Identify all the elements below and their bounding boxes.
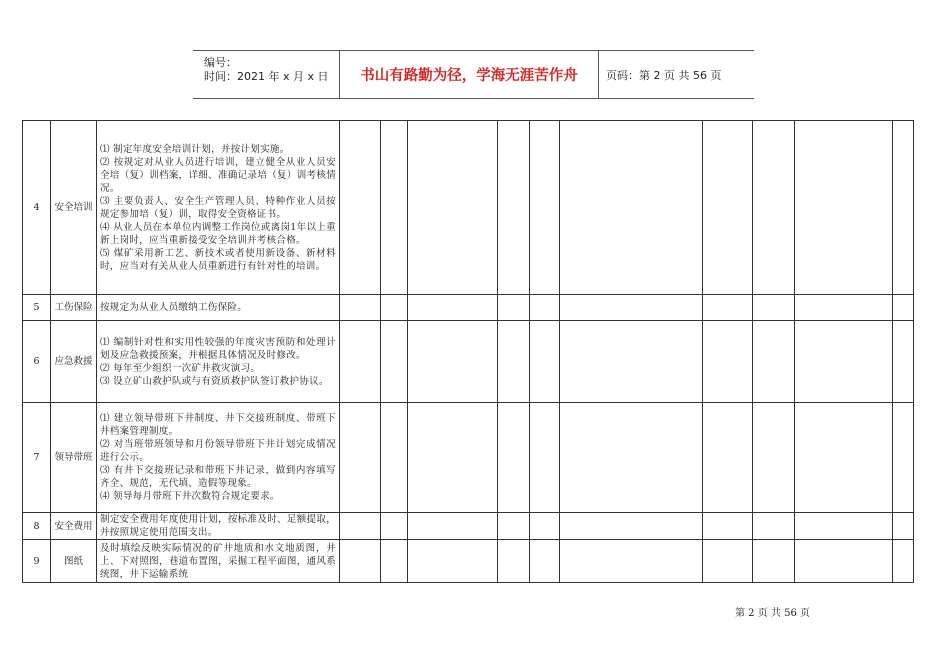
inspection-table [22,120,914,583]
empty-check-cell [408,121,498,295]
empty-check-cell [340,121,381,295]
requirement-line: ⑶ 有井下交接班记录和带班下井记录，做到内容填写齐全、规范，无代填、造假等现象。 [100,465,336,489]
requirement-line: ⑶ 主要负责人、安全生产管理人员、特种作业人员按规定参加培（复）训，取得安全资格证书。 [100,195,336,220]
requirement-line: 及时填绘反映实际情况的矿井地质和水文地质图，井上、下对照图，巷道布置图，采掘工程平面图，通风系统图，井下运输系统 [100,542,336,580]
empty-check-cell [893,321,914,403]
empty-check-cell [703,121,753,295]
empty-check-cell [795,121,893,295]
requirement-line: 制定安全费用年度使用计划，按标准及时、足额提取，并按照规定使用范围支出。 [100,514,336,538]
page-footer: 第 2 页 共 56 页 [735,608,810,619]
empty-check-cell [703,295,753,321]
empty-check-cell [560,121,703,295]
empty-check-cell [340,321,381,403]
time-label: 时间：2021 年 x 月 x 日 [204,70,329,83]
table-body [23,121,914,583]
empty-check-cell [498,321,530,403]
empty-check-cell [381,295,408,321]
row-requirements [97,540,340,583]
empty-check-cell [753,295,795,321]
row-category: 安全费用 [51,513,97,540]
requirement-line: 按规定为从业人员缴纳工伤保险。 [100,302,248,313]
table-row [23,540,914,583]
empty-check-cell [340,403,381,513]
empty-check-cell [408,513,498,540]
empty-check-cell [560,540,703,583]
empty-check-cell [753,403,795,513]
empty-check-cell [340,540,381,583]
table-row [23,321,914,403]
requirement-line: ⑸ 煤矿采用新工艺、新技术或者使用新设备、新材料时，应当对有关从业人员重新进行有针对性的培训。 [100,247,336,272]
row-category: 工伤保险 [51,295,97,321]
empty-check-cell [560,403,703,513]
page-info: 页码：第 2 页 共 56 页 [606,68,722,82]
empty-check-cell [753,540,795,583]
row-number: 5 [23,295,51,321]
empty-check-cell [560,513,703,540]
requirement-line: ⑵ 按规定对从业人员进行培训，建立健全从业人员安全培（复）训档案，详细、准确记录培（复）训考核情况。 [100,156,336,194]
motto-text: 书山有路勤为径，学海无涯苦作舟 [360,67,578,84]
empty-check-cell [795,513,893,540]
table-row [23,121,914,295]
row-number: 6 [23,321,51,403]
row-category: 应急救援 [51,321,97,403]
table-row [23,513,914,540]
empty-check-cell [498,403,530,513]
header-motto-cell [339,51,599,98]
empty-check-cell [893,121,914,295]
empty-check-cell [381,540,408,583]
empty-check-cell [795,321,893,403]
number-label: 编号： [204,56,237,69]
empty-check-cell [703,321,753,403]
requirement-line: ⑴ 编制针对性和实用性较强的年度灾害预防和处理计划及应急救援预案，并根据具体情况及时修改。 [100,336,336,361]
empty-check-cell [753,321,795,403]
empty-check-cell [795,540,893,583]
empty-check-cell [795,295,893,321]
empty-check-cell [530,121,560,295]
empty-check-cell [340,295,381,321]
requirement-line: ⑴ 制定年度安全培训计划，并按计划实施。 [100,143,290,155]
row-category: 安全培训 [51,121,97,295]
empty-check-cell [703,540,753,583]
empty-check-cell [753,121,795,295]
empty-check-cell [498,295,530,321]
row-requirements [97,295,340,321]
empty-check-cell [340,513,381,540]
requirement-line: ⑵ 每年至少组织一次矿井救灾演习。 [100,362,261,374]
empty-check-cell [560,321,703,403]
empty-check-cell [408,540,498,583]
empty-check-cell [893,295,914,321]
empty-check-cell [530,540,560,583]
empty-check-cell [795,403,893,513]
empty-check-cell [408,321,498,403]
empty-check-cell [753,513,795,540]
empty-check-cell [498,121,530,295]
row-category: 领导带班 [51,403,97,513]
row-requirements [97,403,340,513]
table-row [23,403,914,513]
row-number: 4 [23,121,51,295]
empty-check-cell [498,540,530,583]
empty-check-cell [498,513,530,540]
header-page-cell [598,51,754,98]
page-header [193,50,754,99]
empty-check-cell [408,295,498,321]
empty-check-cell [893,540,914,583]
row-requirements [97,321,340,403]
row-category: 图纸 [51,540,97,583]
empty-check-cell [408,403,498,513]
row-requirements [97,513,340,540]
empty-check-cell [893,403,914,513]
empty-check-cell [530,513,560,540]
requirement-line: ⑷ 从业人员在本单位内调整工作岗位或离岗1年以上重新上岗时，应当重新接受安全培训并考核合格。 [100,221,336,246]
header-meta [193,51,339,98]
requirement-line: ⑵ 对当班带班领导和月份领导带班下井计划完成情况进行公示。 [100,439,336,463]
table-row [23,295,914,321]
row-requirements [97,121,340,295]
empty-check-cell [893,513,914,540]
row-number: 9 [23,540,51,583]
row-number: 8 [23,513,51,540]
requirement-line: ⑶ 设立矿山救护队或与有资质救护队签订救护协议。 [100,375,329,387]
empty-check-cell [381,121,408,295]
row-number: 7 [23,403,51,513]
empty-check-cell [530,403,560,513]
empty-check-cell [381,403,408,513]
empty-check-cell [381,321,408,403]
inspection-table-wrap [22,120,914,583]
empty-check-cell [530,295,560,321]
empty-check-cell [703,513,753,540]
requirement-line: ⑴ 建立领导带班下井制度、井下交接班制度、带班下井档案管理制度。 [100,413,336,437]
requirement-line: ⑷ 领导每月带班下井次数符合规定要求。 [100,491,280,502]
empty-check-cell [703,403,753,513]
empty-check-cell [381,513,408,540]
empty-check-cell [530,321,560,403]
empty-check-cell [560,295,703,321]
